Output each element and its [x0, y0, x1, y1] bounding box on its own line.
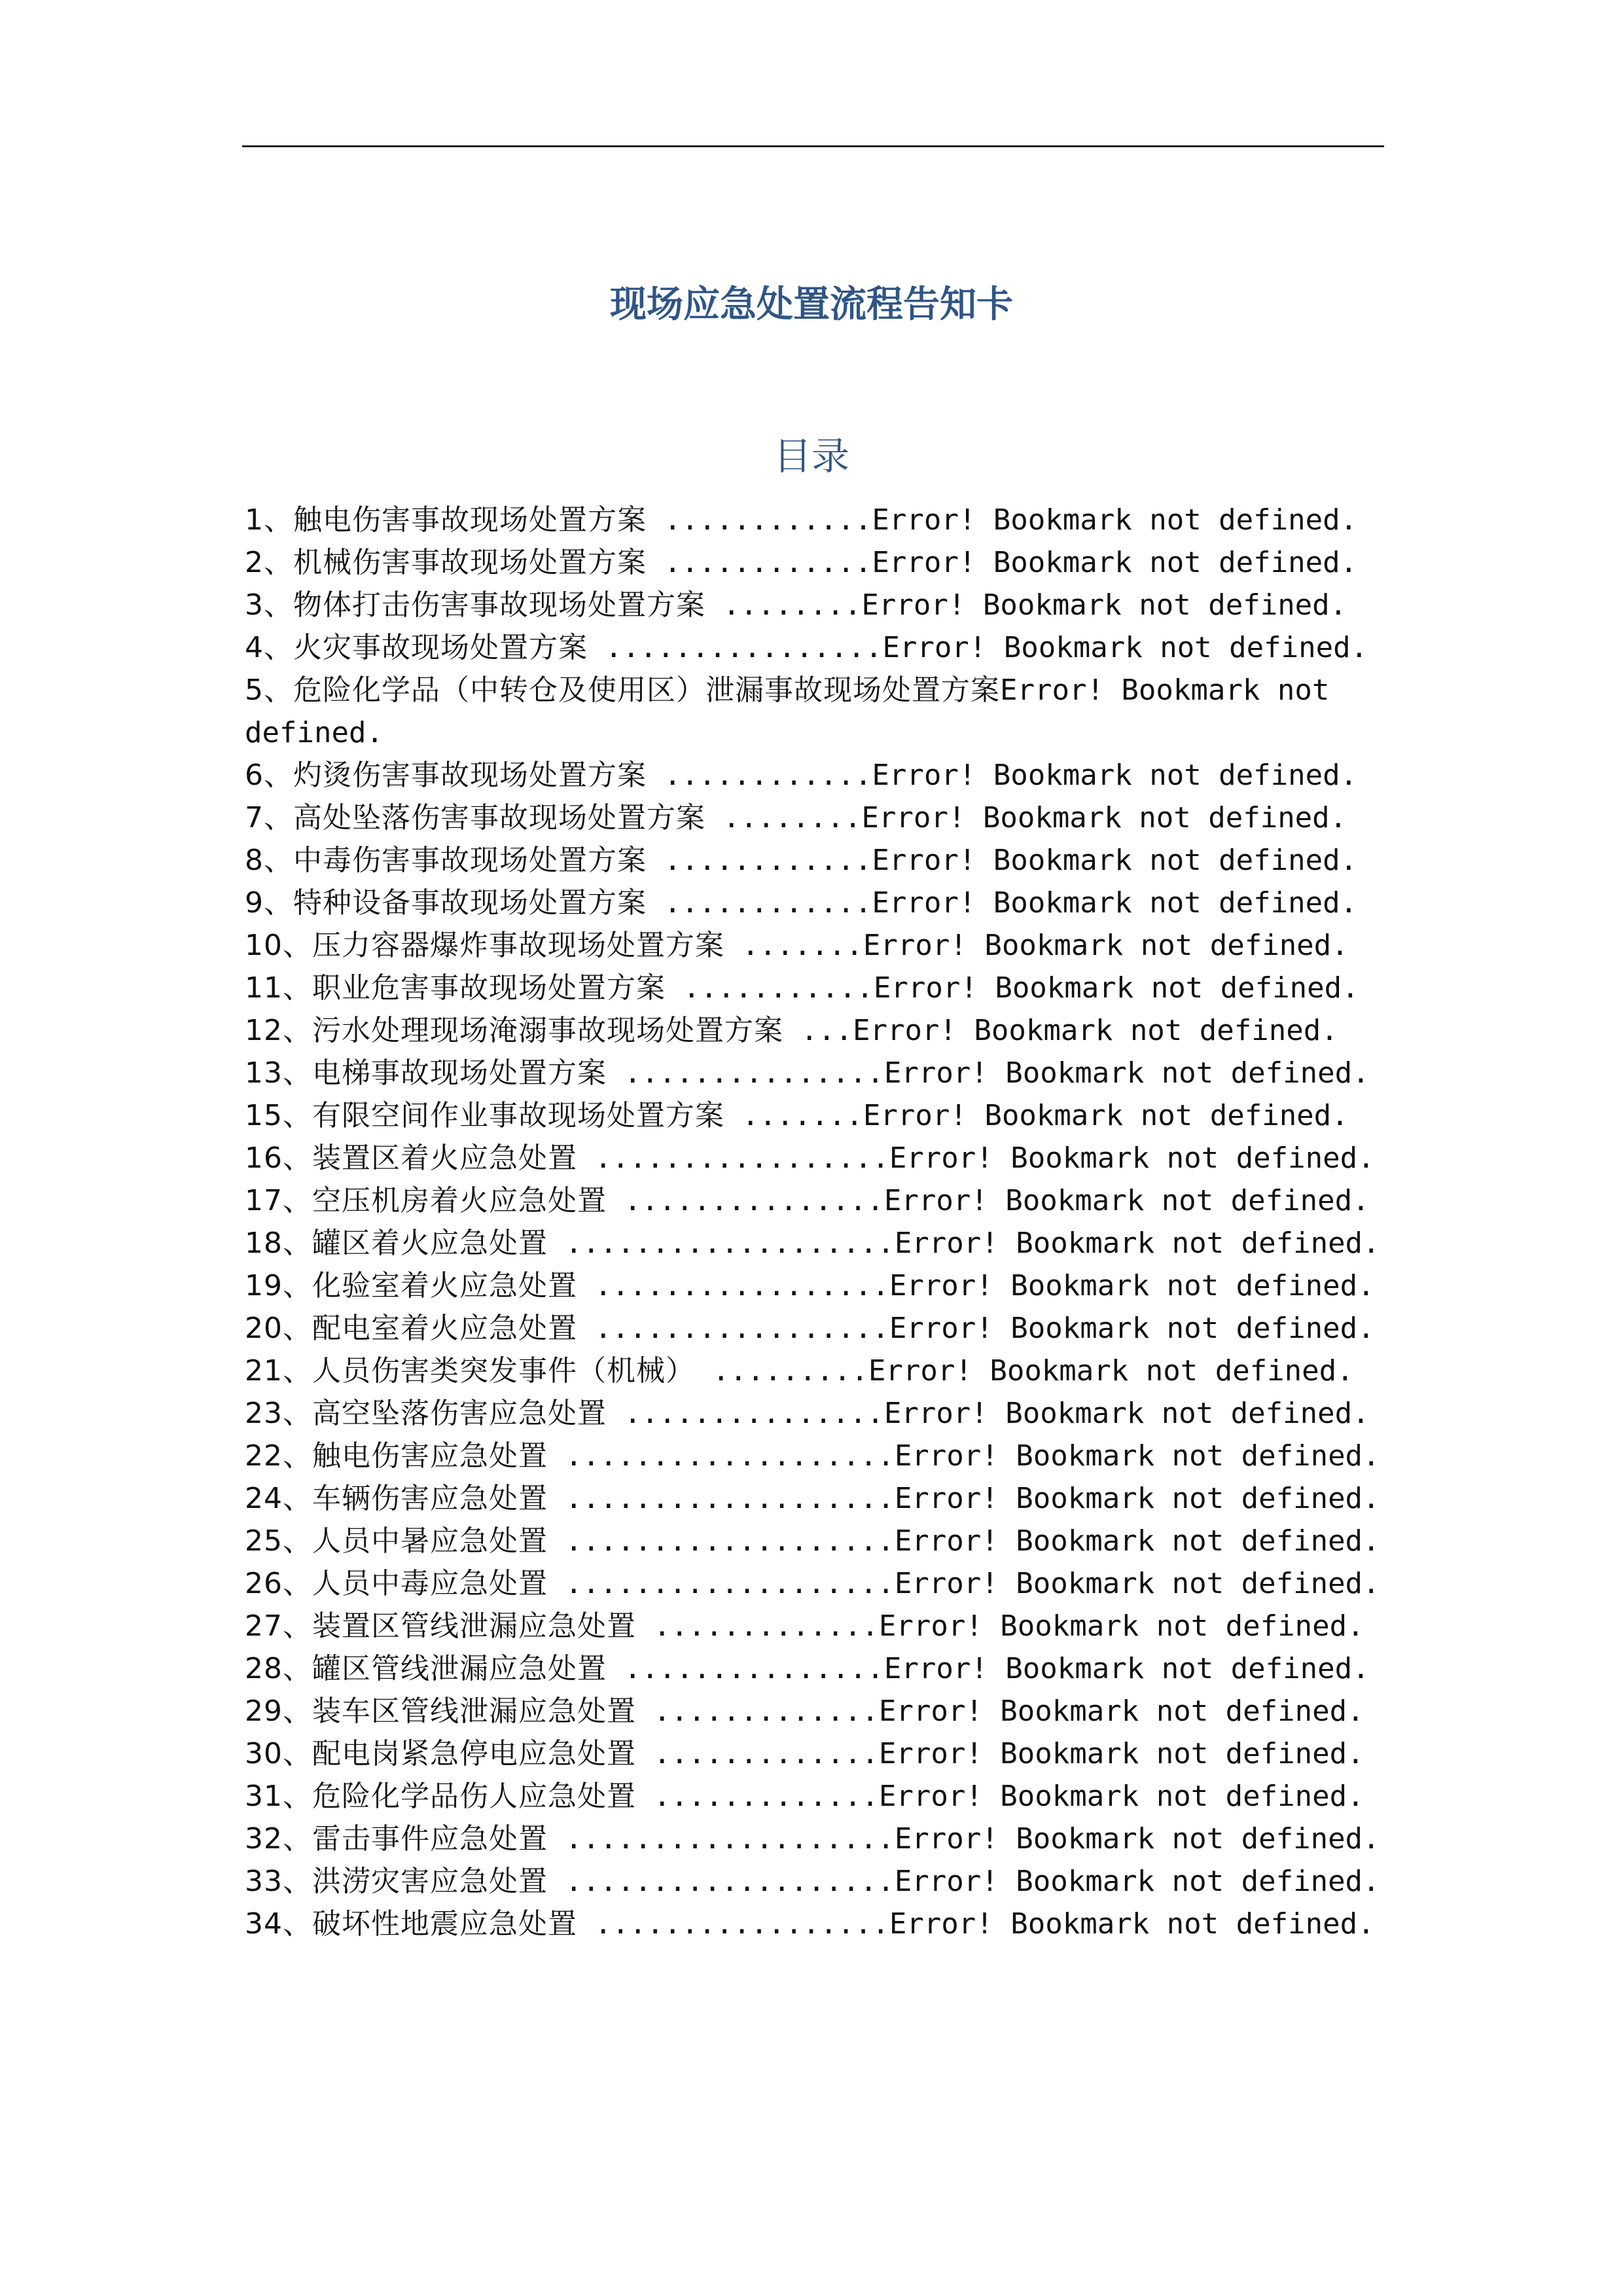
- toc-entry[interactable]: [245, 924, 1397, 967]
- toc-entry-title: 5、危险化学品（中转仓及使用区）泄漏事故现场处置方案: [245, 673, 1000, 707]
- toc-entry-leader: ...............: [607, 1652, 884, 1685]
- toc-entry-title: 2、机械伤害事故现场处置方案: [245, 546, 647, 579]
- toc-entry-page-ref: Error! Bookmark not defined.: [878, 1609, 1364, 1643]
- toc-entry[interactable]: [245, 1690, 1397, 1732]
- toc-entry-title: 8、中毒伤害事故现场处置方案: [245, 844, 647, 877]
- toc-entry-page-ref: Error! Bookmark not defined.: [872, 886, 1358, 920]
- toc-entry[interactable]: [245, 1903, 1397, 1945]
- toc-entry-page-ref: Error! Bookmark not defined.: [889, 1141, 1375, 1175]
- toc-entry-title: 20、配电室着火应急处置: [245, 1312, 577, 1345]
- toc-entry-title: 3、物体打击伤害事故现场处置方案: [245, 588, 705, 622]
- toc-entry-leader: ...: [783, 1014, 853, 1047]
- toc-entry-leader: .............: [636, 1737, 879, 1770]
- toc-entry-page-ref: Error! Bookmark not defined.: [872, 844, 1358, 877]
- toc-entry-page-ref: Error! Bookmark not defined.: [894, 1227, 1380, 1260]
- toc-entry-title: 30、配电岗紧急停电应急处置: [245, 1737, 636, 1770]
- toc-entry-leader: ...................: [548, 1524, 895, 1558]
- toc-entry-page-ref: Error! Bookmark not defined.: [889, 1269, 1375, 1302]
- toc-entry-leader: ............: [647, 759, 872, 792]
- toc-entry-leader: ................: [588, 631, 883, 664]
- toc-entry[interactable]: [245, 669, 1397, 754]
- toc-entry-title: 7、高处坠落伤害事故现场处置方案: [245, 801, 705, 834]
- toc-entry-page-ref: Error! Bookmark not defined.: [878, 1780, 1364, 1813]
- toc-entry[interactable]: [245, 1265, 1397, 1307]
- toc-entry-title: 11、职业危害事故现场处置方案: [245, 971, 666, 1005]
- toc-entry-page-ref: Error! Bookmark not defined.: [863, 1099, 1349, 1132]
- toc-entry[interactable]: [245, 1094, 1397, 1137]
- toc-entry-title: 22、触电伤害应急处置: [245, 1439, 548, 1473]
- toc-entry-page-ref: Error! Bookmark not defined.: [894, 1439, 1380, 1473]
- toc-entry-page-ref: Error! Bookmark not defined.: [894, 1482, 1380, 1515]
- toc-entry-title: 23、高空坠落伤害应急处置: [245, 1397, 607, 1430]
- toc-entry-page-ref: Error! Bookmark not defined.: [878, 1695, 1364, 1728]
- toc-entry-title: 15、有限空间作业事故现场处置方案: [245, 1099, 724, 1132]
- toc-entry-leader: ............: [647, 546, 872, 579]
- toc-entry-page-ref: Error! Bookmark not defined.: [873, 971, 1359, 1005]
- toc-entry-page-ref: Error! Bookmark not defined.: [882, 631, 1368, 664]
- toc-entry-title: 32、雷击事件应急处置: [245, 1822, 548, 1856]
- toc-entry[interactable]: [245, 797, 1397, 839]
- toc-entry-leader: .......: [724, 1099, 863, 1132]
- toc-entry-leader: ...............: [607, 1397, 884, 1430]
- toc-entry-page-ref: Error! Bookmark not defined.: [861, 588, 1347, 622]
- toc-entry-page-ref: Error! Bookmark not defined.: [861, 801, 1347, 834]
- toc-entry[interactable]: [245, 1477, 1397, 1520]
- toc-entry-leader: ...................: [548, 1865, 895, 1898]
- toc-entry-leader: ...................: [548, 1567, 895, 1600]
- header-rule: [242, 145, 1384, 147]
- toc-entry[interactable]: [245, 1775, 1397, 1818]
- toc-entry-leader: .........: [695, 1354, 868, 1388]
- toc-entry-page-ref: Error! Bookmark not defined.: [872, 503, 1358, 537]
- toc-entry[interactable]: [245, 499, 1397, 541]
- toc-entry[interactable]: [245, 1052, 1397, 1094]
- toc-entry-page-ref: Error! Bookmark not defined.: [883, 1652, 1370, 1685]
- toc-entry-page-ref: Error! Bookmark not defined.: [894, 1865, 1380, 1898]
- toc-entry-page-ref: Error! Bookmark not defined.: [245, 673, 1330, 749]
- toc-entry-page-ref: Error! Bookmark not defined.: [894, 1567, 1380, 1600]
- toc-entry-title: 16、装置区着火应急处置: [245, 1141, 577, 1175]
- toc-entry-title: 27、装置区管线泄漏应急处置: [245, 1609, 636, 1643]
- toc-entry-leader: ...................: [548, 1439, 895, 1473]
- toc-entry-page-ref: Error! Bookmark not defined.: [872, 759, 1358, 792]
- table-of-contents: [245, 499, 1397, 1945]
- toc-entry-leader: .................: [577, 1312, 889, 1345]
- toc-entry-leader: .................: [577, 1269, 889, 1302]
- toc-entry-title: 9、特种设备事故现场处置方案: [245, 886, 647, 920]
- toc-entry-title: 21、人员伤害类突发事件（机械）: [245, 1354, 695, 1388]
- toc-entry-page-ref: Error! Bookmark not defined.: [868, 1354, 1354, 1388]
- toc-entry-leader: ...............: [607, 1056, 884, 1090]
- toc-entry-leader: .................: [577, 1141, 889, 1175]
- toc-entry[interactable]: [245, 1009, 1397, 1052]
- document-title: 现场应急处置流程告知卡: [610, 283, 1013, 326]
- toc-entry-title: 6、灼烫伤害事故现场处置方案: [245, 759, 647, 792]
- toc-entry-page-ref: Error! Bookmark not defined.: [852, 1014, 1338, 1047]
- toc-entry-leader: ........: [705, 801, 862, 834]
- toc-entry-title: 18、罐区着火应急处置: [245, 1227, 548, 1260]
- toc-entry[interactable]: [245, 1520, 1397, 1562]
- toc-entry[interactable]: [245, 754, 1397, 797]
- toc-entry[interactable]: [245, 1222, 1397, 1265]
- toc-entry-leader: .............: [636, 1695, 879, 1728]
- toc-entry[interactable]: [245, 1562, 1397, 1605]
- toc-entry[interactable]: [245, 1137, 1397, 1179]
- toc-entry[interactable]: [245, 882, 1397, 924]
- toc-entry-title: 10、压力容器爆炸事故现场处置方案: [245, 929, 724, 962]
- toc-entry-title: 34、破坏性地震应急处置: [245, 1907, 577, 1941]
- toc-entry-leader: ...............: [607, 1184, 884, 1217]
- toc-entry[interactable]: [245, 1647, 1397, 1690]
- toc-entry-page-ref: Error! Bookmark not defined.: [883, 1397, 1370, 1430]
- toc-entry-leader: ............: [647, 886, 872, 920]
- toc-entry-page-ref: Error! Bookmark not defined.: [863, 929, 1349, 962]
- toc-entry-leader: ............: [647, 844, 872, 877]
- toc-entry-leader: .................: [577, 1907, 889, 1941]
- toc-entry-title: 12、污水处理现场淹溺事故现场处置方案: [245, 1014, 783, 1047]
- toc-entry-leader: ...........: [666, 971, 874, 1005]
- toc-entry[interactable]: [245, 1860, 1397, 1903]
- toc-entry[interactable]: [245, 1605, 1397, 1647]
- toc-entry-title: 19、化验室着火应急处置: [245, 1269, 577, 1302]
- toc-entry[interactable]: [245, 967, 1397, 1009]
- toc-entry-title: 1、触电伤害事故现场处置方案: [245, 503, 647, 537]
- toc-entry-title: 33、洪涝灾害应急处置: [245, 1865, 548, 1898]
- toc-entry-title: 25、人员中暑应急处置: [245, 1524, 548, 1558]
- toc-entry-title: 13、电梯事故现场处置方案: [245, 1056, 607, 1090]
- toc-entry[interactable]: [245, 1435, 1397, 1477]
- toc-entry[interactable]: [245, 1350, 1397, 1392]
- toc-entry-title: 29、装车区管线泄漏应急处置: [245, 1695, 636, 1728]
- toc-heading: 目录: [773, 434, 849, 478]
- toc-entry[interactable]: [245, 1818, 1397, 1860]
- toc-entry-page-ref: Error! Bookmark not defined.: [889, 1312, 1375, 1345]
- toc-entry-page-ref: Error! Bookmark not defined.: [894, 1822, 1380, 1856]
- toc-entry-page-ref: Error! Bookmark not defined.: [878, 1737, 1364, 1770]
- toc-entry-leader: ........: [705, 588, 862, 622]
- toc-entry-title: 4、火灾事故现场处置方案: [245, 631, 588, 664]
- toc-entry-leader: ...................: [548, 1227, 895, 1260]
- toc-entry-title: 28、罐区管线泄漏应急处置: [245, 1652, 607, 1685]
- toc-entry-title: 26、人员中毒应急处置: [245, 1567, 548, 1600]
- toc-entry-page-ref: Error! Bookmark not defined.: [883, 1184, 1370, 1217]
- toc-entry-leader: .......: [724, 929, 863, 962]
- toc-entry-leader: .............: [636, 1609, 879, 1643]
- toc-entry-page-ref: Error! Bookmark not defined.: [889, 1907, 1375, 1941]
- toc-entry[interactable]: [245, 1179, 1397, 1222]
- toc-entry-title: 31、危险化学品伤人应急处置: [245, 1780, 636, 1813]
- toc-entry-page-ref: Error! Bookmark not defined.: [894, 1524, 1380, 1558]
- toc-entry-title: 17、空压机房着火应急处置: [245, 1184, 607, 1217]
- toc-entry-leader: ...................: [548, 1822, 895, 1856]
- toc-entry[interactable]: [245, 1307, 1397, 1350]
- toc-entry[interactable]: [245, 626, 1397, 669]
- toc-entry[interactable]: [245, 1392, 1397, 1435]
- toc-entry[interactable]: [245, 839, 1397, 882]
- toc-entry-page-ref: Error! Bookmark not defined.: [883, 1056, 1370, 1090]
- toc-entry-page-ref: Error! Bookmark not defined.: [872, 546, 1358, 579]
- toc-entry-leader: ...................: [548, 1482, 895, 1515]
- toc-entry[interactable]: [245, 584, 1397, 626]
- toc-entry-title: 24、车辆伤害应急处置: [245, 1482, 548, 1515]
- toc-entry-leader: ............: [647, 503, 872, 537]
- toc-entry[interactable]: [245, 1732, 1397, 1775]
- toc-entry-leader: .............: [636, 1780, 879, 1813]
- toc-entry[interactable]: [245, 541, 1397, 584]
